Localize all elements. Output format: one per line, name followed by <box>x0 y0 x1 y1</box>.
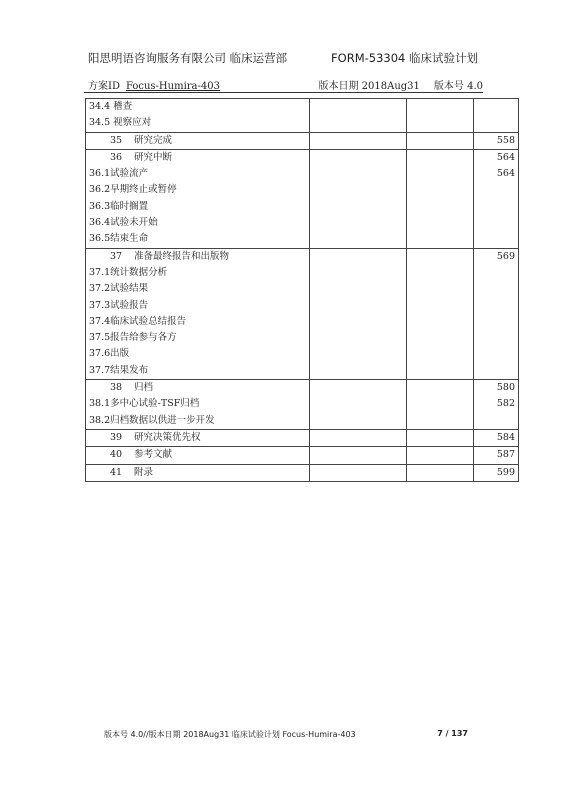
toc-empty-cell <box>407 149 474 166</box>
toc-entry-title: 研究中断 <box>134 151 173 163</box>
toc-empty-cell <box>310 413 407 430</box>
toc-empty-cell <box>407 215 474 231</box>
toc-entry-cell <box>86 396 310 412</box>
toc-row <box>86 281 519 297</box>
toc-empty-cell <box>310 429 407 446</box>
toc-section-number: 39 <box>110 431 123 443</box>
toc-empty-cell <box>310 115 407 132</box>
toc-empty-cell <box>310 182 407 198</box>
protocol-label: 方案ID <box>88 81 120 92</box>
toc-page-number: 558 <box>474 132 519 149</box>
toc-entry-title: 38.2归档数据以供进一步开发 <box>89 414 215 426</box>
toc-entry-title: 36.4试验未开始 <box>89 217 158 229</box>
toc-entry-title: 37.3试验报告 <box>89 299 149 311</box>
toc-entry-title: 准备最终报告和出版物 <box>134 250 230 262</box>
toc-empty-cell <box>310 447 407 464</box>
toc-empty-cell <box>407 363 474 380</box>
toc-entry-title: 36.3临时搁置 <box>89 200 149 212</box>
toc-empty-cell <box>407 99 474 116</box>
toc-row <box>86 132 519 149</box>
toc-entry-title: 归档 <box>134 382 154 394</box>
toc-empty-cell <box>407 464 474 481</box>
toc-entry-cell <box>86 380 310 397</box>
toc-entry-cell <box>86 132 310 149</box>
toc-empty-cell <box>407 166 474 182</box>
page-footer <box>104 729 468 740</box>
toc-entry-cell <box>86 265 310 281</box>
toc-entry-cell <box>86 330 310 346</box>
toc-empty-cell <box>310 396 407 412</box>
toc-row <box>86 429 519 446</box>
toc-row <box>86 231 519 248</box>
toc-empty-cell <box>407 182 474 198</box>
toc-empty-cell <box>407 396 474 412</box>
toc-table <box>85 98 519 482</box>
toc-entry-cell <box>86 99 310 116</box>
toc-empty-cell <box>407 380 474 397</box>
toc-row <box>86 99 519 116</box>
toc-row <box>86 248 519 265</box>
toc-page-number <box>474 346 519 362</box>
protocol-value: Focus-Humira-403 <box>125 81 220 92</box>
toc-entry-title: 36.2早期终止或暂停 <box>89 184 177 196</box>
toc-empty-cell <box>407 199 474 215</box>
toc-entry-cell <box>86 298 310 314</box>
toc-section-number: 35 <box>110 134 123 146</box>
toc-page-number <box>474 231 519 248</box>
toc-row <box>86 182 519 198</box>
toc-entry-title: 37.5报告给参与各方 <box>89 332 177 344</box>
toc-empty-cell <box>407 281 474 297</box>
toc-page-number <box>474 314 519 330</box>
version-label: 版本号 <box>433 81 464 92</box>
toc-page-number: 584 <box>474 429 519 446</box>
toc-page-number: 587 <box>474 447 519 464</box>
toc-page-number <box>474 298 519 314</box>
toc-entry-cell <box>86 314 310 330</box>
toc-empty-cell <box>407 248 474 265</box>
toc-entry-cell <box>86 281 310 297</box>
toc-page-number: 564 <box>474 166 519 182</box>
toc-row <box>86 314 519 330</box>
toc-empty-cell <box>407 265 474 281</box>
toc-entry-cell <box>86 231 310 248</box>
form-id: FORM-53304 临床试验计划 <box>331 51 478 65</box>
toc-row <box>86 330 519 346</box>
toc-empty-cell <box>310 314 407 330</box>
toc-entry-title: 37.4临床试验总结报告 <box>89 315 187 327</box>
toc-row <box>86 346 519 362</box>
toc-page-number <box>474 182 519 198</box>
version-date: 2018Aug31 <box>361 81 420 92</box>
toc-row <box>86 199 519 215</box>
toc-empty-cell <box>407 429 474 446</box>
toc-row <box>86 166 519 182</box>
toc-entry-title: 研究决策优先权 <box>134 431 201 443</box>
toc-page-number <box>474 199 519 215</box>
toc-entry-title: 参考文献 <box>134 449 173 461</box>
toc-entry-cell <box>86 413 310 430</box>
toc-entry-cell <box>86 166 310 182</box>
toc-empty-cell <box>310 199 407 215</box>
toc-entry-title: 36.1试验流产 <box>89 168 149 180</box>
toc-empty-cell <box>310 265 407 281</box>
toc-entry-cell <box>86 215 310 231</box>
toc-section-number: 40 <box>110 449 123 461</box>
toc-entry-title: 附录 <box>134 466 154 478</box>
toc-row <box>86 413 519 430</box>
toc-entry-cell <box>86 363 310 380</box>
toc-empty-cell <box>407 314 474 330</box>
header-divider <box>84 92 483 93</box>
company-name: 阳思明语咨询服务有限公司 临床运营部 <box>88 51 288 65</box>
toc-entry-title: 36.5结束生命 <box>89 233 149 245</box>
toc-empty-cell <box>310 281 407 297</box>
toc-empty-cell <box>310 464 407 481</box>
toc-entry-cell <box>86 199 310 215</box>
toc-empty-cell <box>310 99 407 116</box>
toc-row <box>86 265 519 281</box>
toc-entry-title: 34.5 视察应对 <box>89 117 152 129</box>
toc-row <box>86 149 519 166</box>
toc-row <box>86 298 519 314</box>
toc-entry-cell <box>86 182 310 198</box>
toc-page-number <box>474 265 519 281</box>
toc-entry-title: 38.1多中心试验-TSF归档 <box>89 398 200 410</box>
toc-empty-cell <box>310 346 407 362</box>
toc-empty-cell <box>310 363 407 380</box>
toc-page-number <box>474 330 519 346</box>
toc-row <box>86 464 519 481</box>
protocol-info-bar <box>88 77 483 92</box>
toc-row <box>86 396 519 412</box>
toc-page-number <box>474 215 519 231</box>
toc-empty-cell <box>310 149 407 166</box>
toc-entry-cell <box>86 464 310 481</box>
toc-page-number: 569 <box>474 248 519 265</box>
toc-entry-cell <box>86 149 310 166</box>
toc-row <box>86 115 519 132</box>
toc-entry-cell <box>86 429 310 446</box>
toc-empty-cell <box>407 132 474 149</box>
toc-row <box>86 363 519 380</box>
toc-entry-title: 37.1统计数据分析 <box>89 266 168 278</box>
toc-empty-cell <box>407 413 474 430</box>
toc-entry-title: 37.6出版 <box>89 348 130 360</box>
toc-page-number: 580 <box>474 380 519 397</box>
toc-entry-title: 37.7结果发布 <box>89 364 149 376</box>
toc-page-number <box>474 363 519 380</box>
toc-entry-cell <box>86 447 310 464</box>
toc-page-number <box>474 99 519 116</box>
toc-empty-cell <box>310 248 407 265</box>
toc-empty-cell <box>310 298 407 314</box>
toc-section-number: 41 <box>110 466 123 478</box>
toc-empty-cell <box>407 346 474 362</box>
page-number: 7 / 137 <box>437 729 468 738</box>
toc-empty-cell <box>407 330 474 346</box>
toc-page-number: 564 <box>474 149 519 166</box>
toc-page-number <box>474 281 519 297</box>
version-number: 4.0 <box>467 81 483 92</box>
toc-row <box>86 215 519 231</box>
footer-version-info: 版本号 4.0//版本日期 2018Aug31 临床试验计划 Focus-Humira-403 <box>104 730 356 739</box>
toc-section-number: 36 <box>110 151 123 163</box>
page-header <box>88 50 478 66</box>
version-date-label: 版本日期 <box>318 81 359 92</box>
toc-entry-cell <box>86 346 310 362</box>
toc-page-number <box>474 413 519 430</box>
toc-empty-cell <box>407 231 474 248</box>
toc-empty-cell <box>407 298 474 314</box>
toc-empty-cell <box>407 447 474 464</box>
toc-empty-cell <box>310 330 407 346</box>
toc-empty-cell <box>310 215 407 231</box>
toc-section-number: 37 <box>110 250 123 262</box>
toc-section-number: 38 <box>110 382 123 394</box>
toc-page-number: 599 <box>474 464 519 481</box>
toc-entry-title: 34.4 稽查 <box>89 101 133 112</box>
toc-empty-cell <box>310 380 407 397</box>
toc-entry-cell <box>86 115 310 132</box>
toc-empty-cell <box>407 115 474 132</box>
toc-empty-cell <box>310 132 407 149</box>
toc-entry-title: 37.2试验结果 <box>89 283 149 295</box>
toc-empty-cell <box>310 166 407 182</box>
toc-row <box>86 447 519 464</box>
toc-page-number <box>474 115 519 132</box>
toc-row <box>86 380 519 397</box>
toc-entry-cell <box>86 248 310 265</box>
toc-empty-cell <box>310 231 407 248</box>
toc-page-number: 582 <box>474 396 519 412</box>
toc-entry-title: 研究完成 <box>134 134 173 146</box>
